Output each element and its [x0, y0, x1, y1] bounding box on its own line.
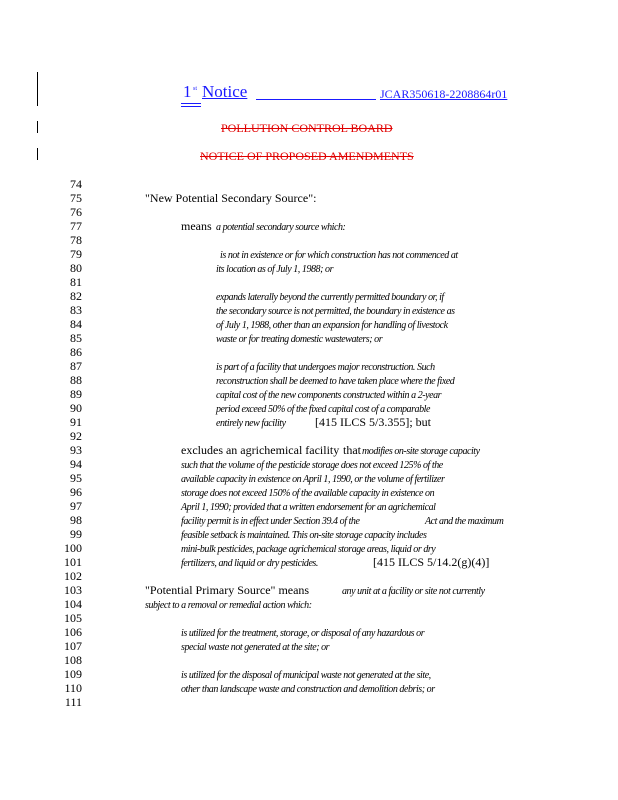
line-number: 78 [70, 233, 82, 247]
line-number: 110 [64, 681, 82, 695]
line-number: 93 [70, 443, 82, 457]
text-line: fertilizers, and liquid or dry pesticides. [181, 558, 318, 569]
text-line: Act and the maximum [425, 516, 504, 527]
line-number: 83 [70, 303, 82, 317]
revision-bar [37, 72, 38, 106]
line-number: 99 [70, 527, 82, 541]
text-line: means [181, 219, 212, 233]
text-line: April 1, 1990; provided that a written endorsement for an agrichemical [181, 502, 436, 513]
text-line: waste or for treating domestic wastewaters; or [216, 334, 383, 345]
definition-term: "New Potential Secondary Source": [145, 191, 317, 205]
line-number: 85 [70, 331, 82, 345]
text-line: other than landscape waste and construction and demolition debris; or [181, 684, 435, 695]
text-line: of July 1, 1988, other than an expansion for handling of livestock [216, 320, 448, 331]
revision-bar [37, 148, 38, 160]
text-line: its location as of July 1, 1988; or [216, 264, 334, 275]
line-number: 89 [70, 387, 82, 401]
text-line: facility permit is in effect under Section 39.4 of the [181, 516, 360, 527]
notice-superscript: st [193, 86, 198, 92]
insertion-mark [181, 103, 201, 104]
text-line: modifies on-site storage capacity [362, 446, 480, 457]
line-number: 97 [70, 499, 82, 513]
line-number: 94 [70, 457, 82, 471]
text-line: excludes an agrichemical facility [181, 443, 340, 457]
text-line: special waste not generated at the site; or [181, 642, 330, 653]
revision-bar [37, 121, 38, 133]
text-line: mini-bulk pesticides, package agrichemical storage areas, liquid or dry [181, 544, 436, 555]
line-number: 106 [64, 625, 82, 639]
text-line: reconstruction shall be deemed to have taken place where the fixed [216, 376, 455, 387]
definition-term: "Potential Primary Source" means [145, 583, 310, 597]
line-number: 95 [70, 471, 82, 485]
citation: [415 ILCS 5/14.2(g)(4)] [373, 555, 490, 569]
line-number: 90 [70, 401, 82, 415]
line-number: 104 [64, 597, 82, 611]
header-underline [256, 99, 376, 100]
text-line: period exceed 50% of the fixed capital cost of a comparable [216, 404, 430, 415]
text-line: expands laterally beyond the currently permitted boundary or, if [216, 292, 444, 303]
text-line: is part of a facility that undergoes major reconstruction. Such [216, 362, 435, 373]
text-line: is not in existence or for which construction has not commenced at [220, 250, 458, 261]
text-line: available capacity in existence on April 1, 1990, or the volume of fertilizer [181, 474, 445, 485]
line-number: 107 [64, 639, 82, 653]
line-number: 80 [70, 261, 82, 275]
text-line: is utilized for the disposal of municipal waste not generated at the site, [181, 670, 431, 681]
agency-heading: POLLUTION CONTROL BOARD [221, 121, 393, 135]
line-number: 76 [70, 205, 82, 219]
text-line: entirely new facility [216, 418, 286, 429]
notice-title: NOTICE OF PROPOSED AMENDMENTS [200, 149, 414, 163]
text-line: storage does not exceed 150% of the available capacity in existence on [181, 488, 435, 499]
line-number: 102 [64, 569, 82, 583]
text-line: any unit at a facility or site not currently [342, 586, 485, 597]
line-number: 103 [64, 583, 82, 597]
line-number: 111 [64, 695, 82, 709]
line-number: 77 [70, 219, 82, 233]
line-number: 91 [70, 415, 82, 429]
line-number: 98 [70, 513, 82, 527]
line-number: 101 [64, 555, 82, 569]
line-number: 81 [70, 275, 82, 289]
line-number: 105 [64, 611, 82, 625]
text-line: subject to a removal or remedial action which: [145, 600, 312, 611]
notice-word: Notice [202, 82, 248, 101]
citation: [415 ILCS 5/3.355]; but [315, 415, 431, 429]
line-number: 86 [70, 345, 82, 359]
text-line: a potential secondary source which: [216, 222, 346, 233]
text-line: the secondary source is not permitted, the boundary in existence as [216, 306, 455, 317]
line-number: 79 [70, 247, 82, 261]
text-line: such that the volume of the pesticide storage does not exceed 125% of the [181, 460, 443, 471]
notice-number: 1 [183, 82, 192, 101]
line-number: 108 [64, 653, 82, 667]
line-number: 75 [70, 191, 82, 205]
text-line: is utilized for the treatment, storage, or disposal of any hazardous or [181, 628, 425, 639]
text-line: capital cost of the new components constructed within a 2-year [216, 390, 442, 401]
line-number: 109 [64, 667, 82, 681]
line-number: 84 [70, 317, 82, 331]
line-number: 100 [64, 541, 82, 555]
line-number: 82 [70, 289, 82, 303]
text-line: that [343, 443, 361, 457]
document-id: JCAR350618-2208864r01 [380, 87, 508, 101]
line-number: 96 [70, 485, 82, 499]
text-line: feasible setback is maintained. This on-site storage capacity includes [181, 530, 427, 541]
line-number: 87 [70, 359, 82, 373]
insertion-mark [181, 106, 201, 107]
line-number: 74 [70, 177, 82, 191]
line-number: 92 [70, 429, 82, 443]
line-number: 88 [70, 373, 82, 387]
